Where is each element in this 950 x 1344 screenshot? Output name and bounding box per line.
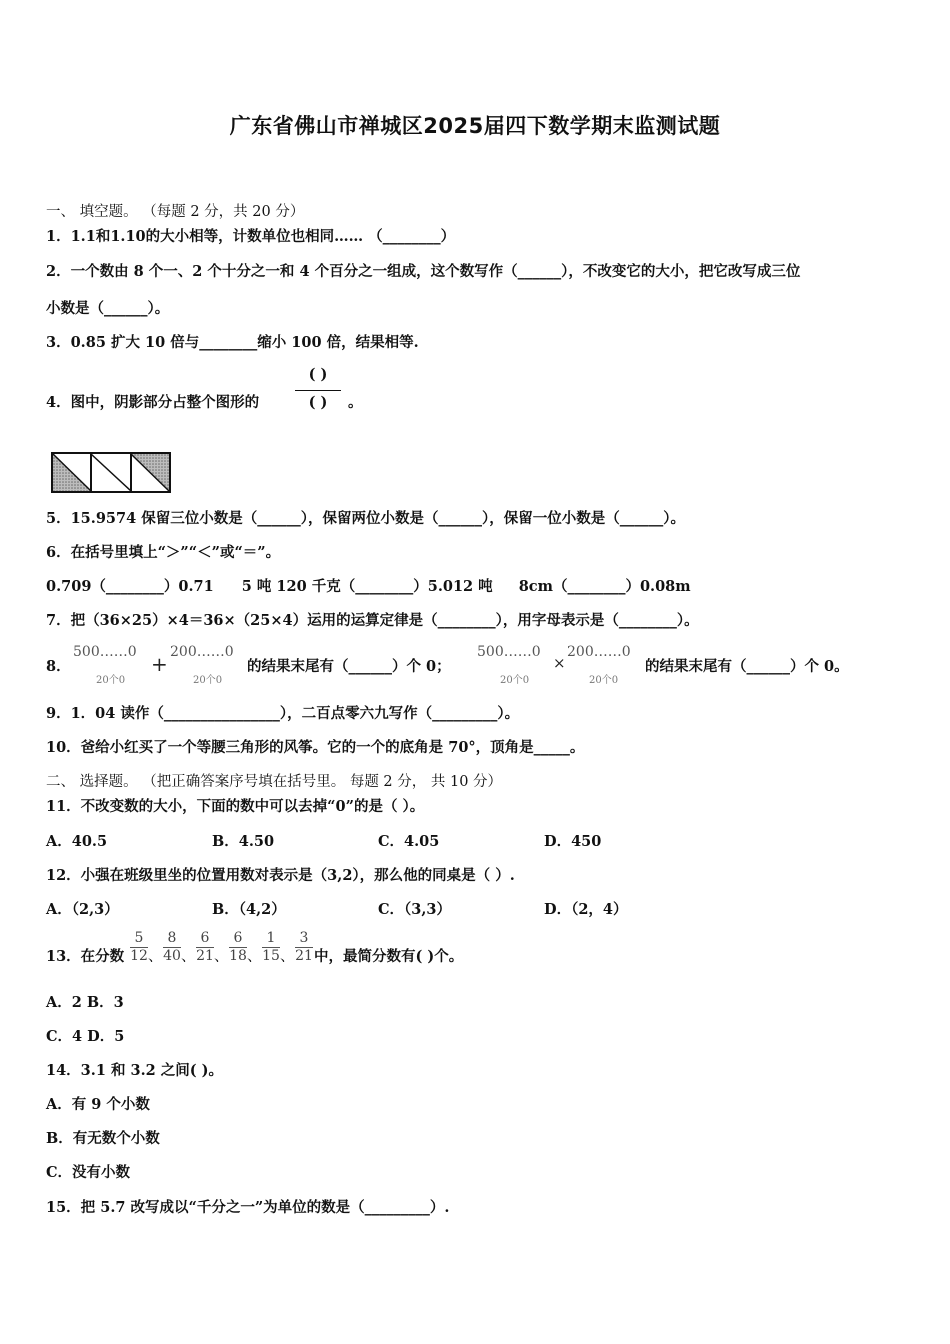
question-8-label: 8． — [46, 658, 71, 675]
q4-fraction-bar — [295, 390, 341, 391]
section2-header: 二、 选择题。 （把正确答案序号填在括号里。 每题 2 分， 共 10 分） — [46, 774, 503, 790]
q11-option-c[interactable]: C．4.05 — [378, 833, 440, 850]
q13-fraction-6: 3 21 — [295, 930, 313, 964]
q6-compare-1: 0.709（________）0.71 — [46, 578, 214, 595]
q13-sep: 、 — [148, 949, 163, 965]
q14-option-c[interactable]: C．没有小数 — [46, 1164, 131, 1181]
q13-sep: 、 — [181, 949, 196, 965]
q4-end: 。 — [348, 394, 363, 411]
q11-options — [46, 832, 601, 852]
q13-fraction-5: 1 15 — [262, 930, 280, 964]
q11-option-b[interactable]: B．4.50 — [212, 833, 275, 850]
q8-count-b: 20个0 — [193, 675, 223, 686]
q4-denominator: ( ) — [308, 394, 328, 411]
question-11: 11．不改变数的大小，下面的数中可以去掉“0”的是（ ）。 — [46, 798, 425, 815]
question-1: 1．1.1和1.10的大小相等，计数单位也相同…… （________） — [46, 228, 456, 245]
q14-option-b[interactable]: B．有无数个小数 — [46, 1130, 160, 1147]
question-2-line1: 2．一个数由 8 个一、2 个十分之一和 4 个百分之一组成，这个数写作（______），不改变它的大小，把它改写成三位 — [46, 263, 801, 280]
q13-post: 中，最简分数有( )个。 — [314, 948, 464, 965]
question-3: 3．0.85 扩大 10 倍与________缩小 100 倍，结果相等. — [46, 334, 419, 351]
q11-option-a[interactable]: A．40.5 — [46, 833, 108, 850]
q11-option-d[interactable]: D．450 — [544, 833, 602, 850]
q13-fraction-3: 6 21 — [196, 930, 214, 964]
question-7: 7．把（36×25）×4＝36×（25×4）运用的运算定律是（________），用字母表示是（________）。 — [46, 612, 699, 629]
q8-end-text: 的结果末尾有（______）个 0。 — [645, 658, 849, 675]
question-10: 10．爸给小红买了一个等腰三角形的风筝。它的一个的底角是 70°，顶角是_____。 — [46, 739, 585, 756]
question-4 — [46, 393, 259, 413]
q6-compare-3: 8cm（________）0.08m — [518, 578, 691, 595]
q14-option-a[interactable]: A．有 9 个小数 — [46, 1096, 150, 1113]
q13-options-row2[interactable]: C．4 D．5 — [46, 1028, 125, 1045]
q6-compare-2: 5 吨 120 千克（________）5.012 吨 — [241, 578, 493, 595]
q4-numerator: ( ) — [308, 366, 328, 383]
q8-count-d: 20个0 — [589, 675, 619, 686]
q12-option-c[interactable]: C．（3,3） — [378, 901, 452, 918]
q8-count-c: 20个0 — [500, 675, 530, 686]
question-14: 14．3.1 和 3.2 之间( )。 — [46, 1062, 224, 1079]
q13-fraction-1: 5 12 — [130, 930, 148, 964]
q8-term-200-b: 200……0 — [567, 644, 631, 660]
question-12: 12．小强在班级里坐的位置用数对表示是（3,2），那么他的同桌是（ ）. — [46, 867, 515, 884]
q12-option-d[interactable]: D．（2，4） — [544, 901, 628, 918]
q12-option-a[interactable]: A．（2,3） — [46, 901, 119, 918]
q13-fraction-2: 8 40 — [163, 930, 181, 964]
section1-header: 一、 填空题。 （每题 2 分，共 20 分） — [46, 204, 305, 220]
q8-term-500-a: 500……0 — [73, 644, 137, 660]
q8-term-500-b: 500……0 — [477, 644, 541, 660]
q13-sep: 、 — [247, 949, 262, 965]
q13-sep: 、 — [214, 949, 229, 965]
question-9: 9．1．04 读作（________________），二百点零六九写作（_________）。 — [46, 705, 520, 722]
q13-sep: 、 — [280, 949, 295, 965]
q4-shaded-figure — [50, 451, 172, 495]
question-6-row — [46, 577, 691, 597]
question-4-text: 4．图中，阴影部分占整个图形的 — [46, 394, 260, 411]
question-5: 5．15.9574 保留三位小数是（______），保留两位小数是（______），保留一位小数是（______）。 — [46, 510, 685, 527]
q8-mid-text: 的结果末尾有（______）个 0； — [247, 658, 451, 675]
question-13-pre: 13．在分数 — [46, 948, 125, 965]
q12-options — [46, 900, 628, 920]
question-2-line2: 小数是（______）。 — [46, 300, 170, 317]
question-6: 6．在括号里填上“＞”“＜”或“＝”。 — [46, 544, 281, 561]
q13-options-row1[interactable]: A．2 B．3 — [46, 994, 124, 1011]
q12-option-b[interactable]: B．（4,2） — [212, 901, 286, 918]
q8-term-200-a: 200……0 — [170, 644, 234, 660]
page-title: 广东省佛山市禅城区2025届四下数学期末监测试题 — [229, 114, 721, 138]
q8-times: × — [553, 654, 566, 672]
q8-count-a: 20个0 — [96, 675, 126, 686]
q13-fraction-4: 6 18 — [229, 930, 247, 964]
question-15: 15．把 5.7 改写成以“千分之一”为单位的数是（_________）. — [46, 1199, 450, 1216]
q8-plus: + — [151, 652, 168, 676]
